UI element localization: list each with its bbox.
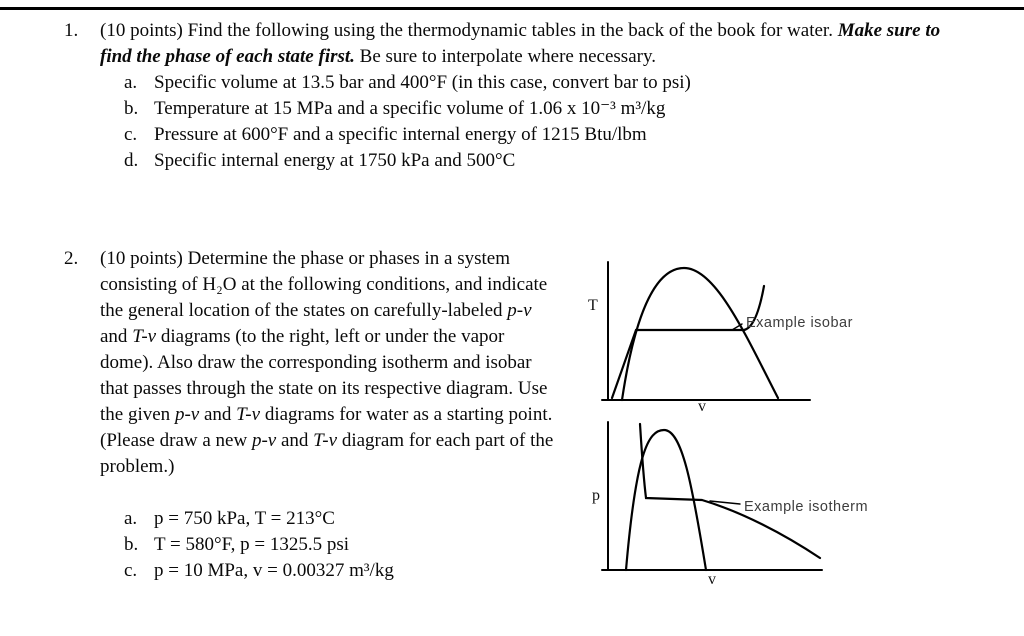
- pv-y-axis-label: p: [592, 487, 600, 504]
- problem-1-item-d: [124, 148, 948, 174]
- item-text: T = 580°F, p = 1325.5 psi: [154, 534, 350, 555]
- text-segment: T-v: [313, 430, 338, 451]
- problem-1-item-c: [124, 122, 948, 148]
- text-segment: Make sure to find the phase of each state first.: [100, 20, 941, 67]
- text-segment: T-v: [132, 326, 157, 347]
- top-border-line: [0, 7, 1024, 10]
- problem-1-intro: [100, 18, 946, 70]
- problem-2-number: 2.: [64, 248, 79, 269]
- text-segment: diagrams for water as a starting point. (Please draw a new: [100, 404, 553, 451]
- item-text: Specific volume at 13.5 bar and 400°F (in this case, convert bar to psi): [154, 72, 691, 93]
- item-label: a.: [124, 508, 138, 529]
- tv-x-axis-label: v: [698, 398, 706, 412]
- text-segment: p-v: [507, 300, 532, 321]
- item-text: p = 750 kPa, T = 213°C: [154, 508, 335, 529]
- problem-1: [64, 18, 948, 174]
- problem-2-item-a: [124, 506, 574, 532]
- pv-x-axis-label: v: [708, 571, 716, 586]
- text-segment: (10 points) Find the following using the thermodynamic tables in the back of the book for water.: [100, 20, 838, 41]
- text-segment: diagram for each part of the problem.): [100, 430, 554, 477]
- problem-1-item-b: [124, 96, 948, 122]
- item-label: a.: [124, 72, 138, 93]
- problem-2-intro: [100, 246, 562, 480]
- item-text: Specific internal energy at 1750 kPa and 500°C: [154, 150, 516, 171]
- text-segment: and: [276, 430, 314, 451]
- problem-1-header-row: [64, 18, 948, 70]
- problem-2-item-b: [124, 532, 574, 558]
- text-segment: and: [199, 404, 237, 425]
- item-label: c.: [124, 124, 138, 145]
- problem-2-header-row: [64, 246, 574, 480]
- item-label: c.: [124, 560, 138, 581]
- problem-2-subitems: [124, 506, 574, 584]
- vapor-dome-curve: [622, 268, 778, 400]
- problem-1-item-a: [124, 70, 948, 96]
- pv-diagram: [584, 416, 924, 586]
- isobar-curve: [612, 286, 764, 398]
- text-segment: p-v: [174, 404, 200, 425]
- text-segment: T-v: [236, 404, 261, 425]
- text-segment: and: [100, 326, 133, 347]
- text-segment: Be sure to interpolate where necessary.: [354, 46, 656, 67]
- isotherm-annotation: Example isotherm: [744, 499, 869, 515]
- problem-2: [64, 246, 574, 584]
- isobar-annotation: Example isobar: [746, 315, 853, 331]
- tv-y-axis-label: T: [588, 297, 598, 314]
- item-label: d.: [124, 150, 139, 171]
- tv-diagram: [584, 254, 920, 412]
- text-segment: p-v: [251, 430, 277, 451]
- item-label: b.: [124, 98, 139, 119]
- item-text: Temperature at 15 MPa and a specific volume of 1.06 x 10⁻³ m³/kg: [154, 98, 666, 119]
- problem-1-subitems: [124, 70, 948, 174]
- item-label: b.: [124, 534, 139, 555]
- isotherm-curve: [640, 424, 820, 558]
- problem-2-item-c: [124, 558, 574, 584]
- text-segment: diagrams (to the right, left or under the vapor dome). Also draw the corresponding isotherm and isobar that passes through the state on its respective diagram. Use the given: [100, 326, 548, 425]
- problem-1-number: 1.: [64, 20, 79, 41]
- item-text: Pressure at 600°F and a specific internal energy of 1215 Btu/lbm: [154, 124, 647, 145]
- text-segment: (10 points) Determine the phase or phases in a system consisting of H₂O at the following conditions, and indicate the general location of the states on carefully-labeled: [100, 248, 548, 321]
- item-text: p = 10 MPa, v = 0.00327 m³/kg: [154, 560, 394, 581]
